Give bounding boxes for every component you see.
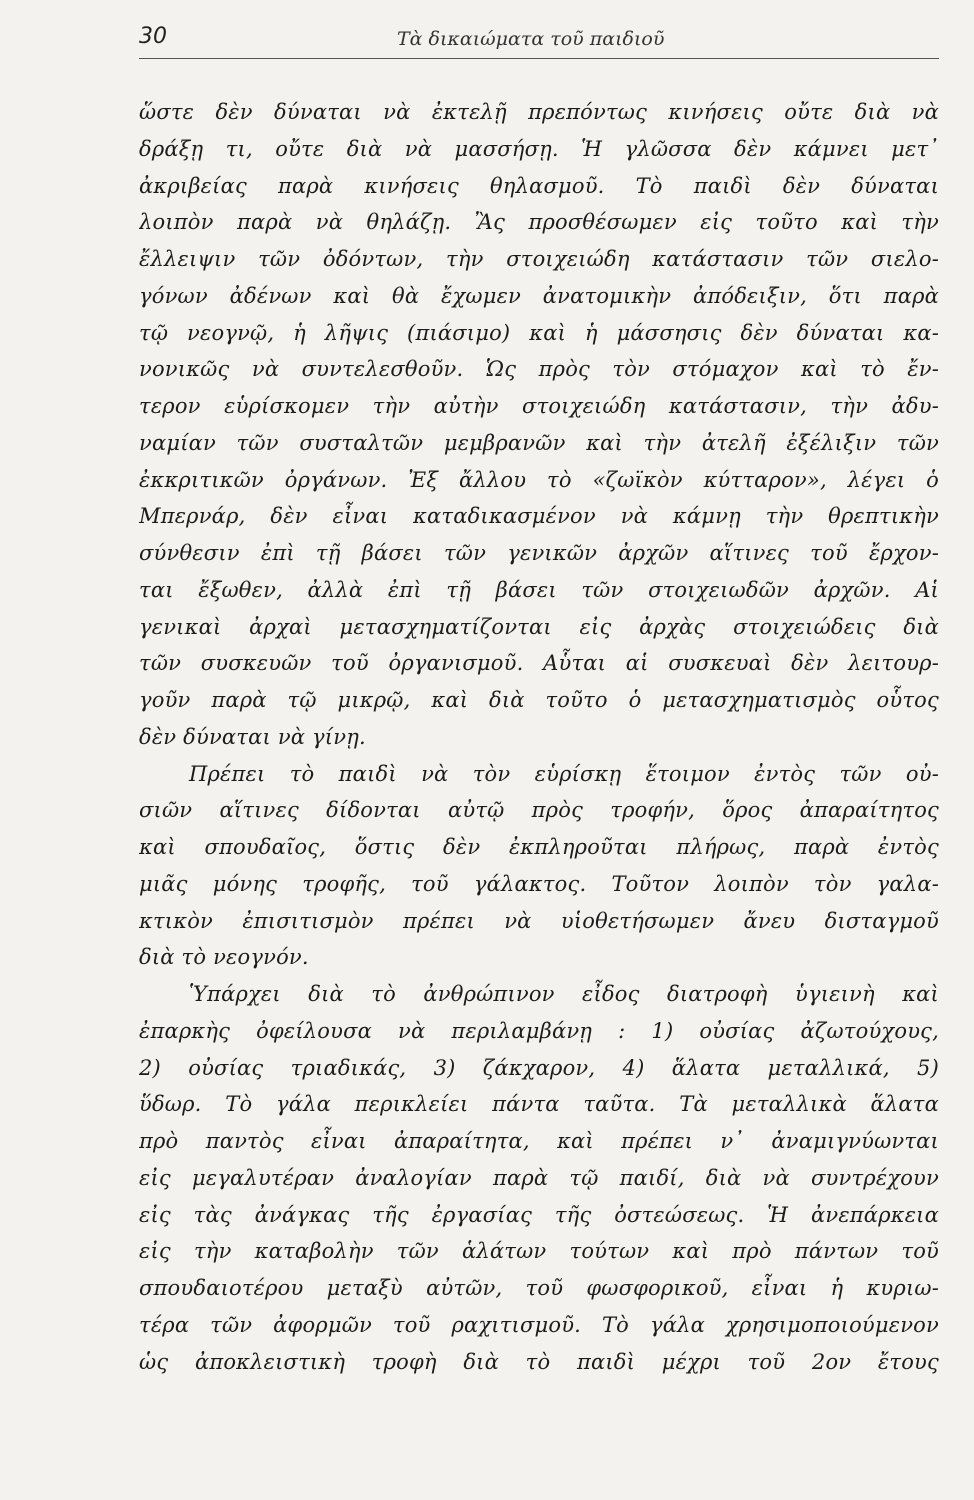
text-line: κτικὸν ἐπισιτισμὸν πρέπει νὰ υἱοθετήσωμεν ἄνευ δισταγμοῦ xyxy=(139,908,939,933)
text-line: ἀκριβείας παρὰ κινήσεις θηλασμοῦ. Τὸ παιδὶ δὲν δύναται xyxy=(139,173,939,198)
text-line: πρὸ παντὸς εἶναι ἀπαραίτητα, καὶ πρέπει ν᾽ ἀναμιγνύωνται xyxy=(139,1129,939,1153)
text-line: 2) οὐσίας τριαδικάς, 3) ζάκχαρον, 4) ἅλατα μεταλλικά, 5) xyxy=(139,1055,939,1080)
text-line: καὶ σπουδαῖος, ὅστις δὲν ἐκπληροῦται πλήρως, παρὰ ἐντὸς xyxy=(139,835,939,859)
text-line: Πρέπει τὸ παιδὶ νὰ τὸν εὑρίσκῃ ἕτοιμον ἐντὸς τῶν οὐ- xyxy=(189,761,939,786)
text-line: εἰς τὴν καταβολὴν τῶν ἁλάτων τούτων καὶ πρὸ πάντων τοῦ xyxy=(139,1239,939,1264)
text-line: εἰς τὰς ἀνάγκας τῆς ἐργασίας τῆς ὀστεώσεως. Ἡ ἀνεπάρκεια xyxy=(139,1202,939,1227)
text-line: ὕδωρ. Τὸ γάλα περικλείει πάντα ταῦτα. Τὰ μεταλλικὰ ἅλατα xyxy=(139,1092,939,1117)
text-line: τῷ νεογνῷ, ἡ λῆψις (πιάσιμο) καὶ ἡ μάσσησις δὲν δύναται κα- xyxy=(139,320,939,345)
running-title: Τὰ δικαιώματα τοῦ παιδιοῦ xyxy=(397,28,665,50)
text-line: ἐκκριτικῶν ὀργάνων. Ἐξ ἄλλου τὸ «ζωϊκὸν κύτταρον», λέγει ὁ xyxy=(139,467,939,492)
text-line: γοῦν παρὰ τῷ μικρῷ, καὶ διὰ τοῦτο ὁ μετασχηματισμὸς οὗτος xyxy=(139,688,939,712)
header-rule xyxy=(139,58,939,59)
text-line: ἔλλειψιν τῶν ὀδόντων, τὴν στοιχειώδη κατάστασιν τῶν σιελο- xyxy=(139,247,939,271)
text-line: τερον εὑρίσκομεν τὴν αὐτὴν στοιχειώδη κατάστασιν, τὴν ἀδυ- xyxy=(139,394,939,418)
text-line: σπουδαιοτέρου μεταξὺ αὐτῶν, τοῦ φωσφορικοῦ, εἶναι ἡ κυριω- xyxy=(139,1276,939,1300)
text-line: Μπερνάρ, δὲν εἶναι καταδικασμένον νὰ κάμνῃ τὴν θρεπτικὴν xyxy=(139,504,939,529)
text-line: διὰ τὸ νεογνόν. xyxy=(139,945,309,970)
page-header xyxy=(139,24,939,60)
text-line: ται ἔξωθεν, ἀλλὰ ἐπὶ τῇ βάσει τῶν στοιχειωδῶν ἀρχῶν. Αἱ xyxy=(139,577,939,602)
text-line: ὥστε δὲν δύναται νὰ ἐκτελῇ πρεπόντως κινήσεις οὔτε διὰ νὰ xyxy=(139,100,939,124)
text-line: γόνων ἀδένων καὶ θὰ ἔχωμεν ἀνατομικὴν ἀπόδειξιν, ὅτι παρὰ xyxy=(139,283,939,308)
text-line: ὡς ἀποκλειστικὴ τροφὴ διὰ τὸ παιδὶ μέχρι τοῦ 2ον ἔτους xyxy=(139,1349,939,1374)
body-text xyxy=(139,94,939,1380)
text-line: Ὑπάρχει διὰ τὸ ἀνθρώπινον εἶδος διατροφὴ ὑγιεινὴ καὶ xyxy=(189,982,939,1006)
text-line: μιᾶς μόνης τροφῆς, τοῦ γάλακτος. Τοῦτον λοιπὸν τὸν γαλα- xyxy=(139,871,939,896)
text-line: σιῶν αἵτινες δίδονται αὐτῷ πρὸς τροφήν, ὅρος ἀπαραίτητος xyxy=(139,798,939,823)
text-line: ἐπαρκὴς ὀφείλουσα νὰ περιλαμβάνῃ : 1) οὐσίας ἀζωτούχους, xyxy=(139,1018,939,1043)
text-line: εἰς μεγαλυτέραν ἀναλογίαν παρὰ τῷ παιδί, διὰ νὰ συντρέχουν xyxy=(139,1165,939,1190)
text-line: τῶν συσκευῶν τοῦ ὀργανισμοῦ. Αὗται αἱ συσκευαὶ δὲν λειτουρ- xyxy=(139,651,939,676)
text-line: γενικαὶ ἀρχαὶ μετασχηματίζονται εἰς ἀρχὰς στοιχειώδεις διὰ xyxy=(139,614,939,639)
page-number: 30 xyxy=(139,24,167,49)
text-line: δὲν δύναται νὰ γίνῃ. xyxy=(139,724,366,749)
text-line: σύνθεσιν ἐπὶ τῇ βάσει τῶν γενικῶν ἀρχῶν αἵτινες τοῦ ἔρχον- xyxy=(139,541,939,565)
text-line: νονικῶς νὰ συντελεσθοῦν. Ὡς πρὸς τὸν στόμαχον καὶ τὸ ἔν- xyxy=(139,357,939,382)
text-line: τέρα τῶν ἀφορμῶν τοῦ ραχιτισμοῦ. Τὸ γάλα χρησιμοποιούμενον xyxy=(139,1312,939,1337)
text-line: ναμίαν τῶν συσταλτῶν μεμβρανῶν καὶ τὴν ἀτελῆ ἐξέλιξιν τῶν xyxy=(139,430,939,455)
text-line: λοιπὸν παρὰ νὰ θηλάζῃ. Ἂς προσθέσωμεν εἰς τοῦτο καὶ τὴν xyxy=(139,210,939,235)
text-line: δράξῃ τι, οὔτε διὰ νὰ μασσήσῃ. Ἡ γλῶσσα δὲν κάμνει μετ᾽ xyxy=(139,136,939,161)
